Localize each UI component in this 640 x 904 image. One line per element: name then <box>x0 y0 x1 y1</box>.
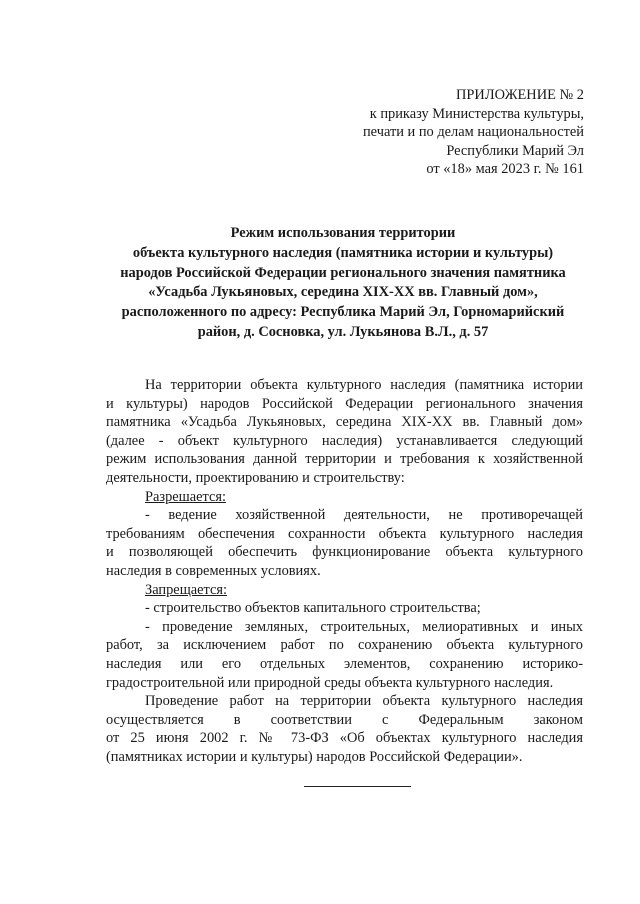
text-line: и культуры) народов Российской Федерации регионального значения <box>106 395 583 412</box>
allowed-paragraph <box>106 506 583 580</box>
text-line: требованиям обеспечения сохранности объекта культурного наследия <box>106 525 583 542</box>
allowed-heading: Разрешается: <box>145 488 226 505</box>
text-line: наследия или его отдельных элементов, сохранению историко- <box>106 655 583 672</box>
title-line: объекта культурного наследия (памятника истории и культуры) <box>132 244 554 261</box>
document-title <box>88 224 598 343</box>
appendix-title: ПРИЛОЖЕНИЕ № 2 <box>456 87 584 103</box>
closing-paragraph <box>106 692 583 766</box>
document-body <box>106 376 583 766</box>
text-line: На территории объекта культурного наследия (памятника истории <box>145 377 583 393</box>
title-line: «Усадьба Лукьяновых, середина XIX-XX вв. Главный дом», <box>148 284 538 301</box>
forbidden-item-1 <box>106 599 583 618</box>
title-line: район, д. Сосновка, ул. Лукьянова В.Л., д. 57 <box>197 323 489 340</box>
text-line: - ведение хозяйственной деятельности, не противоречащей <box>145 507 583 524</box>
title-line: народов Российской Федерации регионального значения памятника <box>120 264 566 281</box>
text-line: осуществляется в соответствии с Федеральным законом <box>106 711 583 728</box>
appendix-order-line: к приказу Министерства культуры, <box>369 105 584 122</box>
appendix-republic-line: Республики Марий Эл <box>446 142 584 159</box>
closing-rule <box>304 786 411 787</box>
text-line: наследия в современных условиях. <box>106 562 321 579</box>
text-line: деятельности, проектированию и строительству: <box>106 469 405 486</box>
text-line: работ, за исключением работ по сохранению объекта культурного <box>106 637 583 654</box>
text-line: (памятниках истории и культуры) народов Российской Федерации». <box>106 748 523 765</box>
forbidden-heading-row <box>106 581 583 600</box>
text-line: и позволяющей обеспечить функционирование объекта культурного <box>106 544 583 561</box>
allowed-heading-row <box>106 488 583 507</box>
text-line: градостроительной или природной среды объекта культурного наследия. <box>106 674 554 691</box>
text-line: от 25 июня 2002 г. № 73-ФЗ «Об объектах культурного наследия <box>106 730 583 747</box>
forbidden-heading: Запрещается: <box>145 581 228 598</box>
text-line: (далее - объект культурного наследия) устанавливается следующий <box>106 432 583 449</box>
title-line: расположенного по адресу: Республика Марий Эл, Горномарийский <box>121 304 565 321</box>
intro-paragraph <box>106 376 583 488</box>
title-line: Режим использования территории <box>230 225 456 241</box>
appendix-ministry-line: печати и по делам национальностей <box>362 124 584 140</box>
forbidden-item-2 <box>106 618 583 692</box>
text-line: - проведение земляных, строительных, мелиоративных и иных <box>145 618 583 635</box>
text-line: - строительство объектов капитального строительства; <box>145 600 481 617</box>
text-line: памятника «Усадьба Лукьяновых, середина XIX-XX вв. Главный дом» <box>106 414 583 431</box>
text-line: Проведение работ на территории объекта культурного наследия <box>145 693 583 710</box>
appendix-header <box>284 86 584 179</box>
appendix-date-line: от «18» мая 2023 г. № 161 <box>426 161 584 177</box>
text-line: режим использования данной территории и требования к хозяйственной <box>106 451 583 468</box>
